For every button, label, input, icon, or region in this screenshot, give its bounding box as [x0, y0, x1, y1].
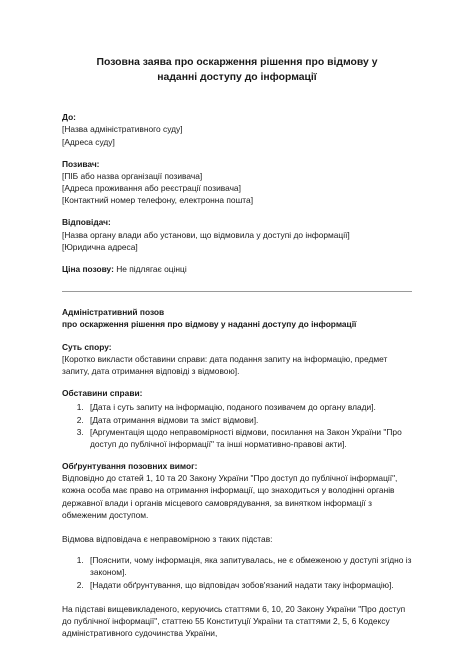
to-line: [Назва адміністративного суду]	[62, 124, 183, 135]
defendant-line: [Назва органу влади або установи, що відмовила у доступі до інформації]	[62, 229, 350, 240]
lawsuit-heading	[62, 306, 412, 330]
circumstances-list	[62, 401, 412, 450]
justification-block	[62, 460, 412, 639]
list-item: 1. [Дата і суть запиту на інформацію, поданого позивачем до органу влади].	[86, 401, 412, 413]
list-item: 2. [Надати обґрунтування, що відповідач зобов'язаний надати таку інформацію].	[86, 579, 412, 591]
plaintiff-line: [ПІБ або назва організації позивача]	[62, 170, 203, 181]
essence-block	[62, 341, 412, 378]
defendant-block	[62, 216, 412, 253]
justification-text: Відповідно до статей 1, 10 та 20 Закону України "Про доступ до публічної інформації", кожна особа має право на отримання інформації, що знаходиться у володінні органів державної влади і органів місцевого самоврядування, за винятком інформації з обмеженим доступом.	[62, 473, 398, 520]
plaintiff-label: Позивач:	[62, 158, 100, 169]
list-item: 2. [Дата отримання відмови та зміст відмови].	[86, 414, 412, 426]
justification-label: Обґрунтування позовних вимог:	[62, 461, 198, 472]
to-line: [Адреса суду]	[62, 136, 115, 147]
to-label: До:	[62, 112, 76, 123]
list-item: 3. [Аргументація щодо неправомірності відмови, посилання на Закон України "Про доступ до публічної інформації" та інші нормативно-правові акти].	[86, 426, 412, 450]
essence-text: [Коротко викласти обставини справи: дата подання запиту на інформацію, предмет запиту, дата отримання відповіді з відмовою].	[62, 353, 388, 376]
lawsuit-heading-line: про оскарження рішення про відмову у наданні доступу до інформації	[62, 319, 357, 330]
circumstances-label: Обставини справи:	[62, 388, 143, 399]
essence-label: Суть спору:	[62, 341, 112, 352]
list-item: 1. [Пояснити, чому інформація, яка запитувалась, не є обмеженою у доступі згідно із законом].	[86, 554, 412, 578]
document-title: Позовна заява про оскарження рішення про відмову у наданні доступу до інформації	[96, 57, 378, 83]
claim-price-value: Не підлягає оцінці	[116, 264, 187, 274]
defendant-line: [Юридична адреса]	[62, 241, 138, 252]
defendant-label: Відповідач:	[62, 217, 111, 228]
plaintiff-line: [Адреса проживання або реєстрації позивача]	[62, 183, 241, 194]
lawsuit-heading-line: Адміністративний позов	[62, 307, 165, 318]
plaintiff-line: [Контактний номер телефону, електронна пошта]	[62, 195, 254, 206]
unlawful-list	[62, 554, 412, 591]
to-block	[62, 111, 412, 148]
divider	[62, 291, 412, 292]
plaintiff-block	[62, 158, 412, 207]
claim-price	[62, 263, 412, 275]
closing-text: На підставі вищевикладеного, керуючись статтями 6, 10, 20 Закону України "Про доступ до публічної інформації", статтею 55 Конституції України та статтями 2, 5, 6 Кодексу адміністративного судочинства України,	[62, 603, 406, 639]
circumstances-block	[62, 387, 412, 450]
unlawful-intro: Відмова відповідача є неправомірною з таких підстав:	[62, 534, 273, 544]
claim-price-label: Ціна позову:	[62, 264, 114, 274]
